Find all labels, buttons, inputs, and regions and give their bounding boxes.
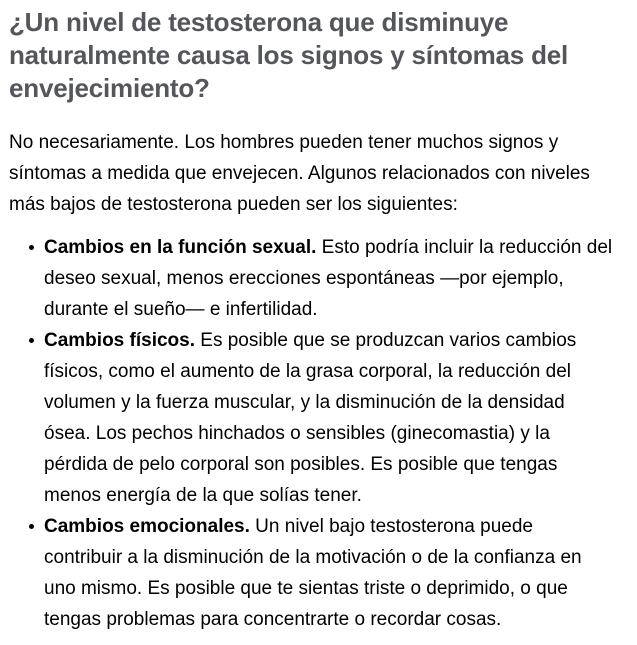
list-item-sexual-function [44,232,613,325]
list-item-lead: Cambios emocionales. [44,516,250,537]
intro-paragraph: No necesariamente. Los hombres pueden tener muchos signos y síntomas a medida que envejecen. Algunos relacionados con niveles más bajos de testosterona pueden ser los siguientes: [9,132,590,215]
list-item-emotional-changes [44,511,613,635]
list-item-physical-changes [44,325,613,511]
list-item-lead: Cambios en la función sexual. [44,237,317,258]
bullet-icon [29,524,34,529]
list-item-lead: Cambios físicos. [44,330,195,351]
list-item-text: Es posible que se produzcan varios cambios físicos, como el aumento de la grasa corporal, la reducción del volumen y la fuerza muscular, y la disminución de la densidad ósea. Los pechos hinchados o sensibles (ginecomastia) y la pérdida de pelo corporal son posibles. Es posible que tengas menos energía de la que solías tener. [44,330,577,506]
symptoms-list [9,232,613,635]
article-heading: ¿Un nivel de testosterona que disminuye naturalmente causa los signos y síntomas del envejecimiento? [9,7,569,103]
list-item-text: Un nivel bajo testosterona puede contribuir a la disminución de la motivación o de la confianza en uno mismo. Es posible que te sientas triste o deprimido, o que tengas problemas para concentrarte o recordar cosas. [44,516,582,630]
bullet-icon [29,338,34,343]
bullet-icon [29,245,34,250]
list-item-text: Esto podría incluir la reducción del deseo sexual, menos erecciones espontáneas —por ejemplo, durante el sueño— e infertilidad. [44,237,613,320]
